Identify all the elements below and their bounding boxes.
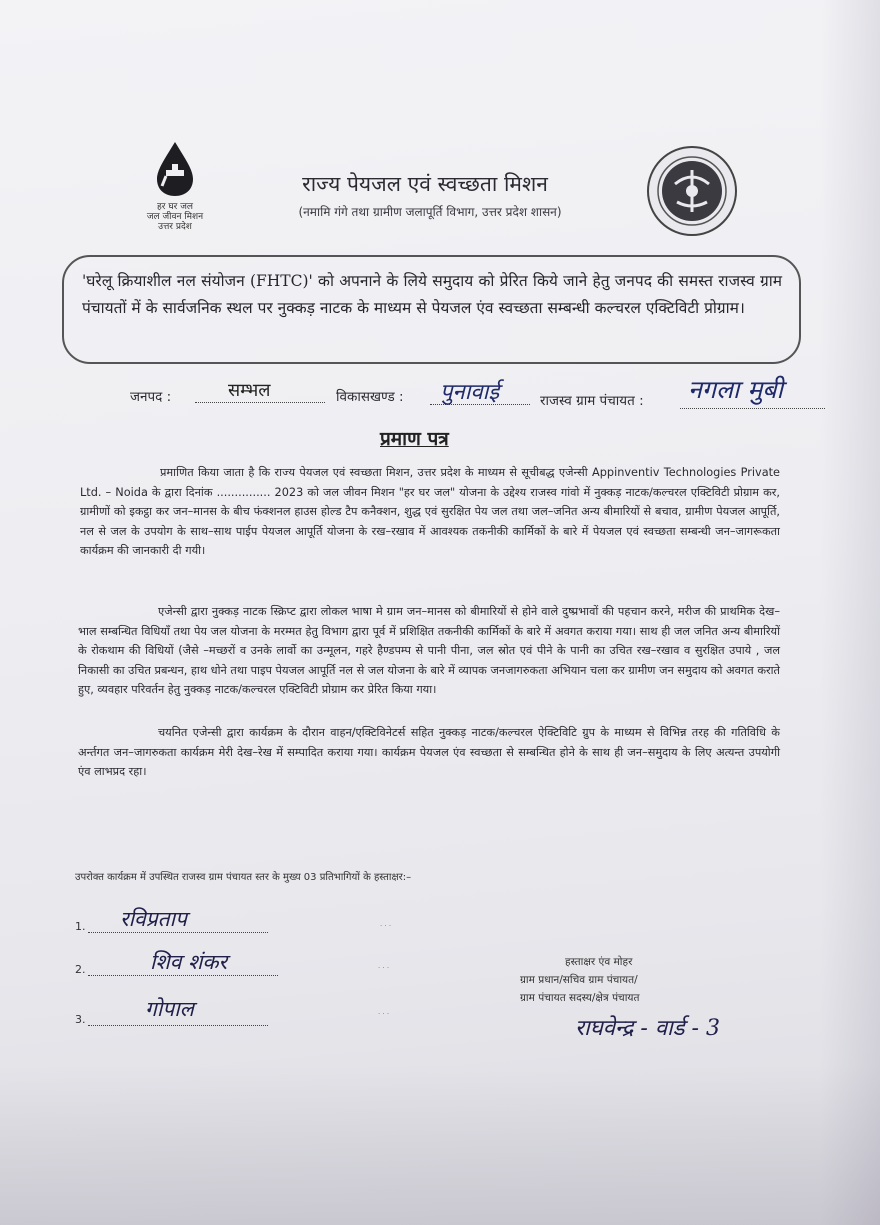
panchayat-label: राजस्व ग्राम पंचायत :: [540, 393, 644, 409]
certificate-title: प्रमाण पत्र: [380, 428, 449, 450]
signature-number-1: 1.: [75, 920, 86, 933]
bleed-through-mark-3: · · ·: [378, 1010, 390, 1018]
mission-subtitle: (नमामि गंगे तथा ग्रामीण जलापूर्ति विभाग, उत्तर प्रदेश शासन): [298, 205, 562, 219]
water-drop-icon: [152, 140, 198, 198]
district-dotted-line: [195, 402, 325, 403]
paragraph-3: चयनित एजेन्सी द्वारा कार्यक्रम के दौरान वाहन/एक्टिविनेटर्स सहित नुक्कड़ नाटक/कल्चरल ऐक्टिविटि ग्रुप के माध्यम से विभिन्न तरह की गतिविधि के अर्न्तगत जन–जागरुकता कार्यक्रम मेरी देख–रेख में सम्पादित कराया गया। कार्यक्रम पेयजल एंव स्वच्छता से सम्बन्धित होने के साथ ही जन–समुदाय के लिए अत्यन्त उपयोगी एंव लाभप्रद रहा।: [78, 726, 780, 778]
signatures-intro: उपरोक्त कार्यक्रम में उपस्थित राजस्व ग्राम पंचायत स्तर के मुख्य 03 प्रतिभागियों के हस्ताक्षर:–: [75, 872, 412, 883]
page-shadow-right: [820, 0, 880, 1225]
up-government-seal: [645, 144, 739, 238]
stamp-label-2: ग्राम प्रधान/सचिव ग्राम पंचायत/: [520, 974, 638, 986]
program-box-text: 'घरेलू क्रियाशील नल संयोजन (FHTC)' को अपनाने के लिये समुदाय को प्रेरित किये जाने हेतु जनपद की समस्त राजस्व ग्राम पंचायतों में के सार्वजनिक स्थल पर नुक्कड़ नाटक के माध्यम से पेयजल एंव स्वच्छता सम्बन्धी कल्चरल एक्टिविटी प्रोग्राम।: [82, 272, 782, 317]
district-label: जनपद :: [130, 389, 172, 405]
district-value: सम्भल: [228, 380, 271, 401]
stamp-label-3: ग्राम पंचायत सदस्य/क्षेत्र पंचायत: [520, 992, 640, 1004]
block-value: पुनावाई: [440, 380, 500, 405]
signature-2: शिव शंकर: [150, 950, 228, 974]
signature-number-2: 2.: [75, 963, 86, 976]
panchayat-value: नगला मुबी: [688, 375, 784, 404]
signature-line-3: [88, 1025, 268, 1026]
signature-1: रविप्रताप: [120, 907, 187, 931]
signature-3: गोपाल: [145, 997, 194, 1021]
paragraph-2: एजेन्सी द्वारा नुक्कड़ नाटक स्क्रिप्ट द्वारा लोकल भाषा मे ग्राम जन–मानस को बीमारियों से होने वाले दुष्प्रभावों की पहचान करने, मरीज की प्राथमिक देख–भाल सम्बन्धित विधियाँ तथा पेय जल योजना के मरम्मत हेतु विभाग द्वारा पूर्व में प्रशिक्षित तकनीकी कार्मिकों के बारे में अवगत कराया गया। साथ ही जल जनित अन्य बीमारियों के रोकथाम की विधियों (जैसे –मच्छरों व उनके लार्वो का उन्मूलन, गहरे हैण्डपम्प से पानी पीना, जल स्रोत एवं पीने के पानी का उचित रख–रखाव व सुरक्षित उपाये , जल निकासी का उचित प्रबन्धन, हाथ धोने तथा पाइप पेयजल आपूर्ति नल से जल योजना के बारे में व्यापक जनजागरुकता अभियान चला कर ग्रामीण जन समुदाय को अवगत कराते हुए, व्यवहार परिवर्तन हेतु नुक्कड़ नाटक/कल्चरल एक्टिविटी प्रोग्राम कर प्रेरित किया गया।: [78, 605, 780, 696]
mission-title: राज्य पेयजल एवं स्वच्छता मिशन: [302, 172, 548, 196]
seal-emblem-icon: [645, 144, 739, 238]
har-ghar-jal-logo: [130, 140, 220, 230]
paragraph-1: प्रमाणित किया जाता है कि राज्य पेयजल एवं स्वच्छता मिशन, उत्तर प्रदेश के माध्यम से सूचीबद्ध एजेन्सी Appinventiv Technologies Private Ltd. – Noida के द्वारा दिनांक ............... 2023 को जल जीवन मिशन "हर घर जल" योजना के उद्देश्य राजस्व गांवो में नुक्कड़ नाटक/कल्चरल एक्टिविटी प्रोग्राम कर, ग्रामीणों को इकट्ठा कर जन–मानस के बीच फंक्शनल हाउस होल्ड टैप कनैक्शन, शुद्ध एवं सुरक्षित पेय जल तथा जल–जनित अन्य बीमारियों से बचाव, ग्रामीण पेयजल आपूर्ति, नल से जल के उपयोग के साथ–साथ पाईप पेयजल आपूर्ति योजना के रख–रखाव में आवश्यक तकनीकी कार्मिकों के बारे में पेयजल एवं स्वच्छता सम्बन्धी जन–जागरूकता कार्यक्रम की जानकारी दी गयी।: [80, 466, 780, 557]
signature-number-3: 3.: [75, 1013, 86, 1026]
bleed-through-mark-1: · · ·: [380, 922, 392, 930]
official-signature: राघवेन्द्र - वार्ड - 3: [575, 1016, 720, 1041]
stamp-label-1: हस्ताक्षर एंव मोहर: [565, 956, 633, 968]
block-label: विकासखण्ड :: [336, 389, 404, 405]
logo-caption: हर घर जल जल जीवन मिशन उत्तर प्रदेश: [146, 202, 204, 232]
panchayat-dotted-line: [680, 408, 825, 409]
bleed-through-mark-2: · · ·: [378, 964, 390, 972]
page-shadow-bottom: [0, 1065, 880, 1225]
